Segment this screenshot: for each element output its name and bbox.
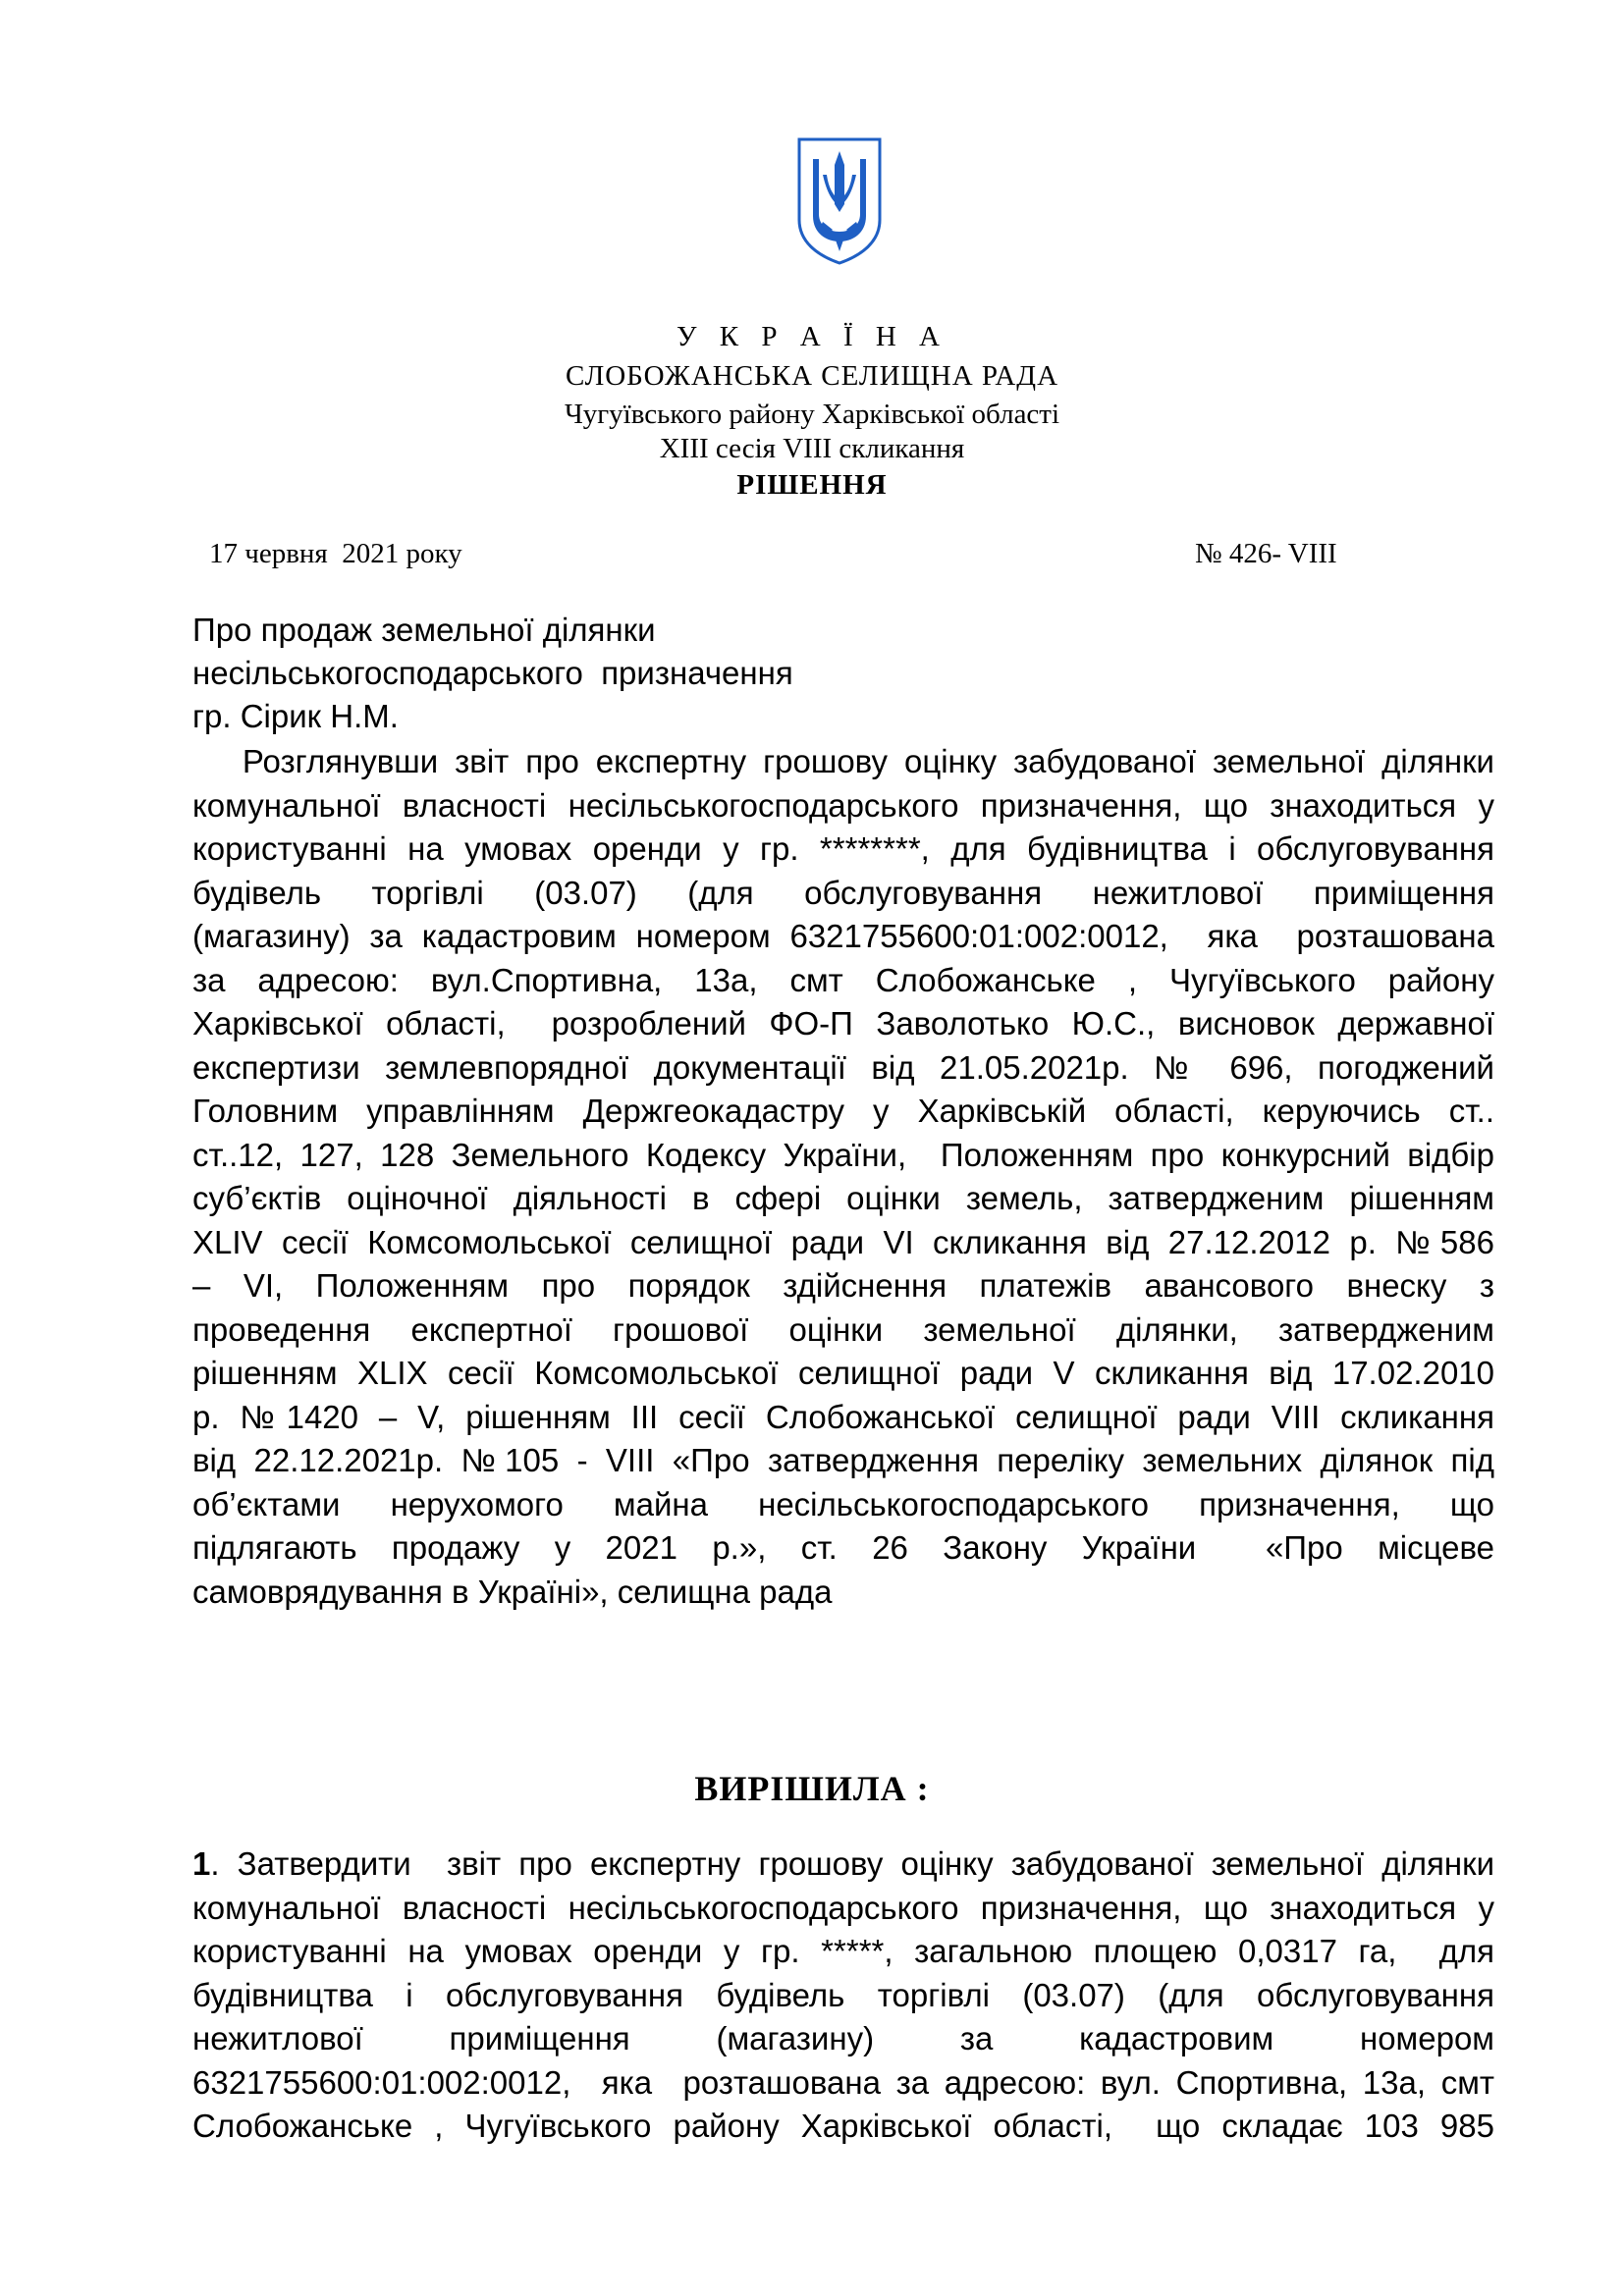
title-line: гр. Сірик Н.М. <box>192 698 399 734</box>
text-line: суб’єктів оціночної діяльності в сфері оцінки земель, затвердженим рішенням <box>192 1180 1494 1216</box>
decision-date: 17 червня 2021 року <box>209 538 462 569</box>
text-line: проведення експертної грошової оцінки земельної ділянки, затвердженим <box>192 1310 1494 1348</box>
text-line <box>192 1842 1494 1887</box>
text-line: XLIV сесії Комсомольської селищної ради VI скликання від 27.12.2012 р. №586 <box>192 1223 1494 1260</box>
text-line: ст..12, 127, 128 Земельного Кодексу України, Положенням про конкурсний відбір <box>192 1136 1494 1173</box>
text-line: 6321755600:01:002:0012, яка розташована за адресою: вул. Спортивна, 13а, смт <box>192 2063 1494 2101</box>
text-line: (магазину) за кадастровим номером 6321755600:01:002:0012, яка розташована <box>192 918 1494 954</box>
resolved-heading: ВИРІШИЛА : <box>694 1769 930 1808</box>
item-1-paragraph <box>192 1842 1494 2149</box>
text-line: рішенням XLIX сесії Комсомольської селищної ради V скликання від 17.02.2010 <box>192 1355 1494 1391</box>
text-line: експертизи землевпорядної документації від 21.05.2021р. № 696, погоджений <box>192 1048 1494 1086</box>
text-line: комунальної власності несільськогосподарського призначення, що знаходиться у <box>192 1889 1494 1926</box>
country-heading: У К Р А Ї Н А <box>677 321 947 352</box>
text-line: від 22.12.2021р. №105 - VIII «Про затвердження переліку земельних ділянок під <box>192 1442 1494 1478</box>
title-line: Про продаж земельної ділянки <box>192 612 656 648</box>
text-line: Розглянувши звіт про експертну грошову оцінку забудованої земельної ділянки <box>192 743 1494 779</box>
text-line: Головним управлінням Держгеокадастру у Харківській області, керуючись ст.. <box>192 1093 1494 1129</box>
text-line: самоврядування в Україні», селищна рада <box>192 1573 833 1610</box>
text-line: об’єктами нерухомого майна несільськогосподарського призначення, що <box>192 1485 1494 1522</box>
decision-heading: РІШЕННЯ <box>736 469 888 501</box>
item-text: . Затвердити звіт про експертну грошову оцінку забудованої земельної ділянки <box>210 1845 1494 1882</box>
session-heading: XIII сесія VIII скликання <box>659 433 965 464</box>
title-line: несільськогосподарського призначення <box>192 655 793 691</box>
text-line: р. №1420 – V, рішенням III сесії Слобожанської селищної ради VIII скликання <box>192 1398 1494 1435</box>
decision-number: № 426- VIII <box>1195 538 1337 569</box>
preamble-paragraph <box>192 740 1494 1614</box>
text-line: будівництва і обслуговування будівель торгівлі (03.07) (для обслуговування <box>192 1976 1494 2013</box>
text-line: користуванні на умовах оренди у гр. ********, для будівництва і обслуговування <box>192 830 1494 867</box>
text-line: Харківської області, розроблений ФО-П Заволотько Ю.С., висновок державної <box>192 1005 1494 1041</box>
document-title <box>192 609 1076 738</box>
council-heading: СЛОБОЖАНСЬКА СЕЛИЩНА РАДА <box>565 360 1059 392</box>
text-line: нежитлової приміщення (магазину) за кадастровим номером <box>192 2020 1494 2056</box>
coat-of-arms-icon <box>793 135 886 265</box>
text-line: Слобожанське , Чугуївського району Харківської області, що складає 103 985 <box>192 2108 1494 2144</box>
text-line: – VI, Положенням про порядок здійснення платежів авансового внеску з <box>192 1267 1494 1304</box>
text-line: будівель торгівлі (03.07) (для обслуговування нежитлової приміщення <box>192 874 1494 911</box>
item-number: 1 <box>192 1845 211 1882</box>
district-heading: Чугуївського району Харківської області <box>564 399 1060 430</box>
text-line: підлягають продажу у 2021 р.», ст. 26 Закону України «Про місцеве <box>192 1529 1494 1566</box>
text-line: комунальної власності несільськогосподарського призначення, що знаходиться у <box>192 786 1494 824</box>
text-line: користуванні на умовах оренди у гр. *****, загальною площею 0,0317 га, для <box>192 1933 1494 1969</box>
text-line: за адресою: вул.Спортивна, 13а, смт Слобожанське , Чугуївського району <box>192 961 1494 998</box>
